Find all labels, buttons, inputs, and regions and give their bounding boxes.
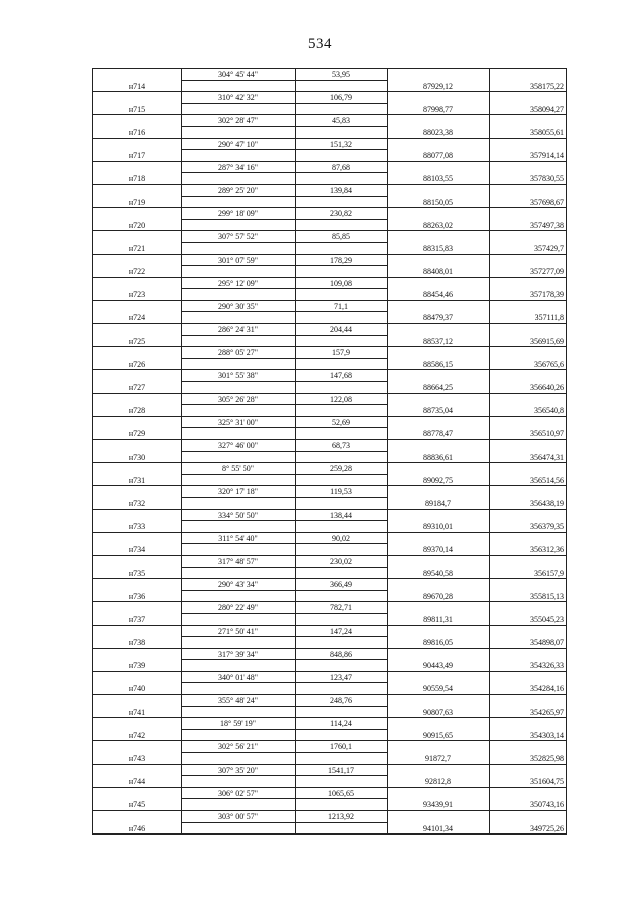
- coordinate-x: 93439,91: [423, 800, 453, 810]
- coordinate-y: 357914,14: [530, 151, 564, 161]
- segment-row: [93, 324, 566, 336]
- segment-row: [93, 741, 566, 753]
- coordinate-x: 89184,7: [425, 498, 451, 508]
- segment-length: 1065,65: [328, 788, 354, 798]
- segment-length: 147,24: [330, 626, 352, 636]
- segment-row: [93, 579, 566, 591]
- segment-row: [93, 69, 566, 81]
- coordinate-x: 90443,49: [423, 661, 453, 671]
- point-name: н743: [128, 754, 146, 764]
- point-name: н729: [128, 429, 146, 439]
- bearing-angle: 307° 35' 20": [218, 765, 258, 775]
- coordinate-x: 89811,31: [423, 614, 453, 624]
- segment-row: [93, 185, 566, 197]
- point-name: н739: [128, 661, 146, 671]
- point-row: [93, 173, 566, 185]
- segment-length: 782,71: [330, 603, 352, 613]
- bearing-angle: 301° 55' 38": [218, 371, 258, 381]
- coordinate-x: 89540,58: [423, 568, 453, 578]
- point-row: [93, 823, 566, 835]
- coordinate-x: 89816,05: [423, 638, 453, 648]
- point-row: [93, 312, 566, 324]
- point-row: [93, 683, 566, 695]
- point-name: н728: [128, 406, 146, 416]
- point-row: [93, 220, 566, 232]
- point-name: н732: [128, 498, 146, 508]
- point-name: н744: [128, 777, 146, 787]
- segment-length: 147,68: [330, 371, 352, 381]
- point-row: [93, 336, 566, 348]
- bearing-angle: 306° 02' 57": [218, 788, 258, 798]
- coordinate-y: 357111,8: [534, 313, 564, 323]
- point-row: [93, 289, 566, 301]
- coordinate-x: 89370,14: [423, 545, 453, 555]
- point-name: н745: [128, 800, 146, 810]
- point-name: н737: [128, 614, 146, 624]
- segment-row: [93, 139, 566, 151]
- segment-row: [93, 556, 566, 568]
- bearing-angle: 317° 48' 57": [218, 556, 258, 566]
- coordinate-y: 354265,97: [530, 707, 564, 717]
- segment-row: [93, 92, 566, 104]
- coordinate-y: 350743,16: [530, 800, 564, 810]
- coordinate-y: 356157,9: [534, 568, 564, 578]
- point-row: [93, 104, 566, 116]
- bearing-angle: 325° 31' 00": [218, 417, 258, 427]
- bearing-angle: 271° 50' 41": [218, 626, 258, 636]
- point-name: н717: [128, 151, 146, 161]
- bearing-angle: 327° 46' 00": [218, 441, 258, 450]
- point-name: н740: [128, 684, 146, 694]
- segment-row: [93, 510, 566, 522]
- coordinate-x: 87998,77: [423, 104, 453, 114]
- coordinate-y: 357429,7: [534, 243, 564, 253]
- segment-row: [93, 255, 566, 267]
- coordinate-x: 88836,61: [423, 452, 453, 462]
- bearing-angle: 286° 24' 31": [218, 325, 258, 335]
- bearing-angle: 320° 17' 18": [218, 487, 258, 497]
- bearing-angle: 305° 26' 28": [218, 394, 258, 404]
- coordinate-y: 358094,27: [530, 104, 564, 114]
- segment-row: [93, 718, 566, 730]
- segment-length: 139,84: [330, 185, 352, 195]
- point-row: [93, 498, 566, 510]
- point-name: н721: [128, 243, 146, 253]
- bearing-angle: 290° 47' 10": [218, 139, 258, 149]
- segment-row: [93, 278, 566, 290]
- segment-length: 122,08: [330, 394, 352, 404]
- point-row: [93, 359, 566, 371]
- point-name: н733: [128, 522, 146, 532]
- point-row: [93, 266, 566, 278]
- coordinate-y: 358055,61: [530, 127, 564, 137]
- segment-length: 230,82: [330, 209, 352, 219]
- bearing-angle: 299° 18' 09": [218, 209, 258, 219]
- segment-row: [93, 417, 566, 429]
- segment-row: [93, 533, 566, 545]
- segment-row: [93, 347, 566, 359]
- coordinate-x: 88778,47: [423, 429, 453, 439]
- point-name: н724: [128, 313, 146, 323]
- point-row: [93, 475, 566, 487]
- coordinate-x: 89092,75: [423, 475, 453, 485]
- bearing-angle: 280° 22' 49": [218, 603, 258, 613]
- coordinate-y: 354898,07: [530, 638, 564, 648]
- segment-row: [93, 788, 566, 800]
- coordinate-y: 354303,14: [530, 730, 564, 740]
- coordinate-y: 356438,19: [530, 498, 564, 508]
- coordinate-y: 354284,16: [530, 684, 564, 694]
- segment-length: 114,24: [330, 719, 352, 729]
- point-name: н725: [128, 336, 146, 346]
- segment-length: 1541,17: [328, 765, 354, 775]
- coordinate-y: 355045,23: [530, 614, 564, 624]
- point-row: [93, 521, 566, 533]
- segment-length: 71,1: [334, 301, 348, 311]
- segment-length: 151,32: [330, 139, 352, 149]
- bearing-angle: 289° 25' 20": [218, 185, 258, 195]
- coordinate-x: 88454,46: [423, 290, 453, 300]
- coordinate-x: 88103,55: [423, 174, 453, 184]
- coordinate-x: 88479,37: [423, 313, 453, 323]
- coordinate-y: 349725,26: [530, 823, 564, 833]
- segment-row: [93, 115, 566, 127]
- segment-length: 848,86: [330, 649, 352, 659]
- point-row: [93, 660, 566, 672]
- point-row: [93, 382, 566, 394]
- coordinate-y: 357497,38: [530, 220, 564, 230]
- point-row: [93, 753, 566, 765]
- coordinate-x: 91872,7: [425, 754, 451, 764]
- point-name: н722: [128, 267, 146, 277]
- segment-length: 366,49: [330, 580, 352, 590]
- point-row: [93, 730, 566, 742]
- point-name: н730: [128, 452, 146, 462]
- coordinate-x: 88664,25: [423, 383, 453, 393]
- segment-length: 157,9: [332, 348, 350, 358]
- coordinate-y: 357830,55: [530, 174, 564, 184]
- coordinate-y: 358175,22: [530, 81, 564, 91]
- point-row: [93, 127, 566, 139]
- point-name: н734: [128, 545, 146, 555]
- point-row: [93, 799, 566, 811]
- segment-length: 52,69: [332, 417, 350, 427]
- segment-row: [93, 695, 566, 707]
- point-row: [93, 428, 566, 440]
- point-row: [93, 544, 566, 556]
- coordinate-x: 87929,12: [423, 81, 453, 91]
- bearing-angle: 311° 54' 40": [218, 533, 258, 543]
- segment-length: 90,02: [332, 533, 350, 543]
- bearing-angle: 340° 01' 48": [218, 672, 258, 682]
- coordinate-x: 88263,02: [423, 220, 453, 230]
- segment-length: 106,79: [330, 93, 352, 103]
- coordinate-y: 351604,75: [530, 777, 564, 787]
- segment-length: 119,53: [330, 487, 352, 497]
- point-name: н742: [128, 730, 146, 740]
- point-name: н718: [128, 174, 146, 184]
- bearing-angle: 290° 43' 34": [218, 580, 258, 590]
- coordinate-y: 357178,39: [530, 290, 564, 300]
- coordinate-x: 88150,05: [423, 197, 453, 207]
- coordinate-y: 352825,98: [530, 754, 564, 764]
- coordinate-x: 88735,04: [423, 406, 453, 416]
- segment-row: [93, 162, 566, 174]
- point-name: н714: [128, 81, 146, 91]
- segment-length: 248,76: [330, 696, 352, 706]
- point-row: [93, 150, 566, 162]
- point-name: н746: [128, 823, 146, 833]
- segment-length: 178,29: [330, 255, 352, 265]
- bearing-angle: 295° 12' 09": [218, 278, 258, 288]
- point-name: н741: [128, 707, 146, 717]
- point-row: [93, 637, 566, 649]
- coordinate-x: 90915,65: [423, 730, 453, 740]
- point-name: н715: [128, 104, 146, 114]
- segment-length: 204,44: [330, 325, 352, 335]
- bearing-angle: 287° 34' 16": [218, 162, 258, 172]
- segment-row: [93, 672, 566, 684]
- segment-length: 259,28: [330, 464, 352, 474]
- coordinate-x: 92812,8: [425, 777, 451, 787]
- bearing-angle: 317° 39' 34": [218, 649, 258, 659]
- segment-length: 85,85: [332, 232, 350, 242]
- coordinate-x: 89670,28: [423, 591, 453, 601]
- coordinate-x: 90559,54: [423, 684, 453, 694]
- segment-row: [93, 231, 566, 243]
- point-name: н723: [128, 290, 146, 300]
- segment-row: [93, 486, 566, 498]
- coordinate-y: 355815,13: [530, 591, 564, 601]
- bearing-angle: 355° 48' 24": [218, 696, 258, 706]
- point-row: [93, 568, 566, 580]
- bearing-angle: 288° 05' 27": [218, 348, 258, 358]
- coordinate-y: 356765,6: [534, 359, 564, 369]
- coordinate-x: 88023,38: [423, 127, 453, 137]
- segment-row: [93, 463, 566, 475]
- point-row: [93, 776, 566, 788]
- bearing-angle: 301° 07' 59": [218, 255, 258, 265]
- segment-row: [93, 394, 566, 406]
- segment-row: [93, 649, 566, 661]
- point-row: [93, 81, 566, 93]
- segment-length: 1760,1: [330, 742, 352, 752]
- point-name: н720: [128, 220, 146, 230]
- bearing-angle: 303° 00' 57": [218, 812, 258, 821]
- coordinate-x: 88537,12: [423, 336, 453, 346]
- coordinate-y: 356510,97: [530, 429, 564, 439]
- point-row: [93, 405, 566, 417]
- coordinate-y: 356514,56: [530, 475, 564, 485]
- coordinate-x: 89310,01: [423, 522, 453, 532]
- segment-row: [93, 626, 566, 638]
- point-row: [93, 614, 566, 626]
- coordinate-y: 356379,35: [530, 522, 564, 532]
- segment-length: 109,08: [330, 278, 352, 288]
- segment-row: [93, 602, 566, 614]
- segment-length: 138,44: [330, 510, 352, 520]
- point-row: [93, 243, 566, 255]
- bearing-angle: 310° 42' 32": [218, 93, 258, 103]
- point-name: н719: [128, 197, 146, 207]
- point-name: н735: [128, 568, 146, 578]
- point-row: [93, 197, 566, 209]
- point-name: н736: [128, 591, 146, 601]
- segment-row: [93, 440, 566, 452]
- point-row: [93, 707, 566, 719]
- coordinate-y: 357698,67: [530, 197, 564, 207]
- coordinate-y: 357277,09: [530, 267, 564, 277]
- point-name: н738: [128, 638, 146, 648]
- coordinate-x: 88586,15: [423, 359, 453, 369]
- point-row: [93, 452, 566, 464]
- bearing-angle: 307° 57' 52": [218, 232, 258, 242]
- segment-length: 1213,92: [328, 812, 354, 821]
- coordinate-y: 356640,26: [530, 383, 564, 393]
- coordinate-x: 88408,01: [423, 267, 453, 277]
- segment-length: 68,73: [332, 441, 350, 450]
- segment-row: [93, 301, 566, 313]
- coordinate-y: 356540,8: [534, 406, 564, 416]
- point-name: н727: [128, 383, 146, 393]
- coordinate-y: 356312,36: [530, 545, 564, 555]
- segment-length: 230,02: [330, 556, 352, 566]
- bearing-angle: 18° 59' 19": [220, 719, 256, 729]
- coordinates-table: [92, 68, 567, 835]
- point-name: н726: [128, 359, 146, 369]
- segment-row: [93, 370, 566, 382]
- bearing-angle: 290° 30' 35": [218, 301, 258, 311]
- coordinate-x: 90807,63: [423, 707, 453, 717]
- bearing-angle: 8° 55' 50": [222, 464, 254, 474]
- segment-length: 45,83: [332, 116, 350, 126]
- bearing-angle: 302° 28' 47": [218, 116, 258, 126]
- point-row: [93, 591, 566, 603]
- bearing-angle: 334° 50' 50": [218, 510, 258, 520]
- segment-length: 123,47: [330, 672, 352, 682]
- coordinate-x: 94101,34: [423, 823, 453, 833]
- coordinate-y: 356915,69: [530, 336, 564, 346]
- coordinate-y: 354326,33: [530, 661, 564, 671]
- bearing-angle: 302° 56' 21": [218, 742, 258, 752]
- bearing-angle: 304° 45' 44": [218, 70, 258, 79]
- page-number: 534: [308, 36, 332, 52]
- segment-row: [93, 811, 566, 823]
- coordinate-y: 356474,31: [530, 452, 564, 462]
- segment-length: 87,68: [332, 162, 350, 172]
- segment-length: 53,95: [332, 70, 350, 79]
- point-name: н731: [128, 475, 146, 485]
- point-name: н716: [128, 127, 146, 137]
- segment-row: [93, 765, 566, 777]
- coordinate-x: 88077,08: [423, 151, 453, 161]
- coordinate-x: 88315,83: [423, 243, 453, 253]
- segment-row: [93, 208, 566, 220]
